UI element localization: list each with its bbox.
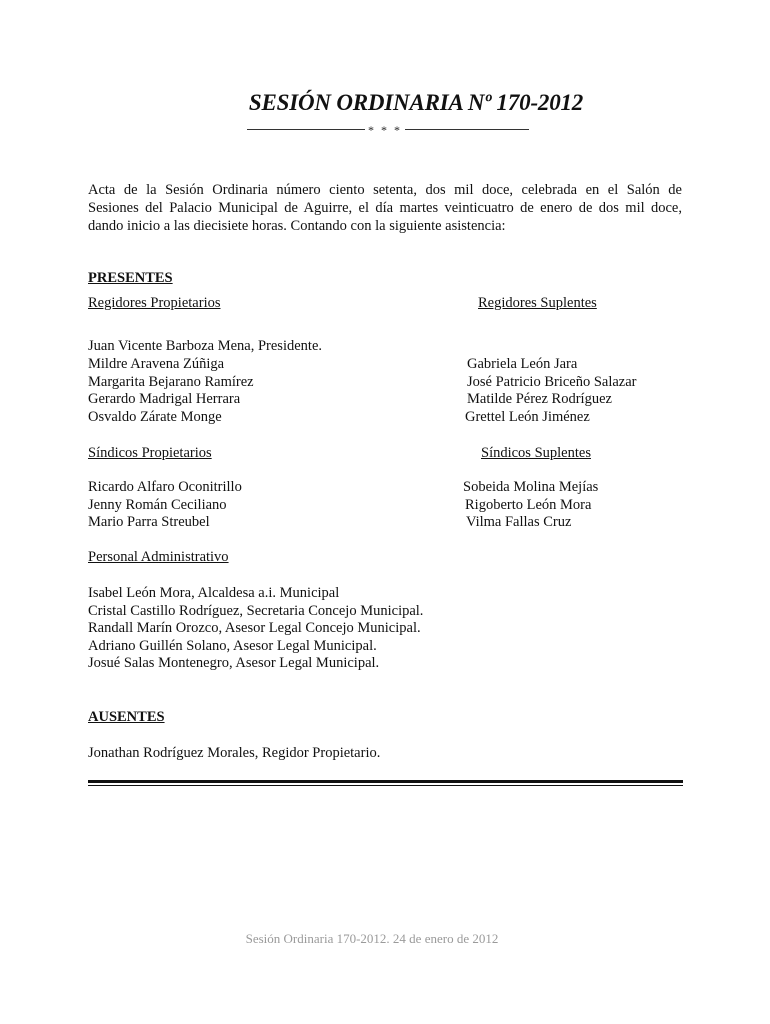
- title-separator: [247, 121, 529, 138]
- personal-item: Randall Marín Orozco, Asesor Legal Concejo Municipal.: [88, 620, 421, 636]
- personal-item: Adriano Guillén Solano, Asesor Legal Municipal.: [88, 638, 377, 654]
- intro-line: Sesiones del Palacio Municipal de Aguirre, el día martes veinticuatro de enero de dos mil doce,: [88, 200, 682, 216]
- regidor-propietario: Margarita Bejarano Ramírez: [88, 374, 254, 390]
- ausentes-heading: AUSENTES: [88, 709, 165, 725]
- regidor-propietario: Gerardo Madrigal Herrara: [88, 391, 241, 407]
- regidor-propietario: Juan Vicente Barboza Mena, Presidente.: [88, 338, 323, 354]
- page-footer: Sesión Ordinaria 170-2012. 24 de enero de 2012: [245, 931, 499, 946]
- personal-item: Josué Salas Montenegro, Asesor Legal Municipal.: [88, 655, 380, 671]
- regidores-suplentes-label: Regidores Suplentes: [478, 295, 597, 311]
- sindico-propietario: Ricardo Alfaro Oconitrillo: [88, 479, 242, 495]
- sindico-propietario: Mario Parra Streubel: [88, 514, 210, 530]
- separator-rule-right: [405, 129, 529, 130]
- separator-stars: * * *: [368, 123, 402, 137]
- sindico-propietario: Jenny Román Ceciliano: [88, 497, 227, 513]
- personal-item: Isabel León Mora, Alcaldesa a.i. Municipal: [88, 585, 340, 601]
- intro-paragraph: [88, 181, 682, 235]
- sindicos-propietarios-label: Síndicos Propietarios: [88, 445, 212, 461]
- regidor-propietario: Mildre Aravena Zúñiga: [88, 356, 225, 372]
- regidores-propietarios-label: Regidores Propietarios: [88, 295, 221, 311]
- presentes-heading: PRESENTES: [88, 270, 173, 286]
- section-divider-thick: [88, 780, 683, 783]
- sindico-suplente: Sobeida Molina Mejías: [463, 479, 599, 495]
- separator-rule-left: [247, 129, 365, 130]
- ausente-item: Jonathan Rodríguez Morales, Regidor Propietario.: [88, 745, 381, 761]
- regidor-suplente: Matilde Pérez Rodríguez: [467, 391, 612, 407]
- regidor-suplente: José Patricio Briceño Salazar: [467, 374, 637, 390]
- personal-administrativo-label: Personal Administrativo: [88, 549, 229, 565]
- personal-item: Cristal Castillo Rodríguez, Secretaria Concejo Municipal.: [88, 603, 424, 619]
- regidor-suplente: Gabriela León Jara: [467, 356, 578, 372]
- sindico-suplente: Rigoberto León Mora: [465, 497, 592, 513]
- document-title: SESIÓN ORDINARIA Nº 170-2012: [248, 90, 584, 115]
- regidor-propietario: Osvaldo Zárate Monge: [88, 409, 222, 425]
- sindico-suplente: Vilma Fallas Cruz: [466, 514, 572, 530]
- intro-line: dando inicio a las diecisiete horas. Contando con la siguiente asistencia:: [88, 218, 506, 234]
- section-divider-thin: [88, 785, 683, 786]
- sindicos-suplentes-label: Síndicos Suplentes: [481, 445, 591, 461]
- regidor-suplente: Grettel León Jiménez: [465, 409, 590, 425]
- intro-line: Acta de la Sesión Ordinaria número ciento setenta, dos mil doce, celebrada en el Salón de: [88, 182, 682, 198]
